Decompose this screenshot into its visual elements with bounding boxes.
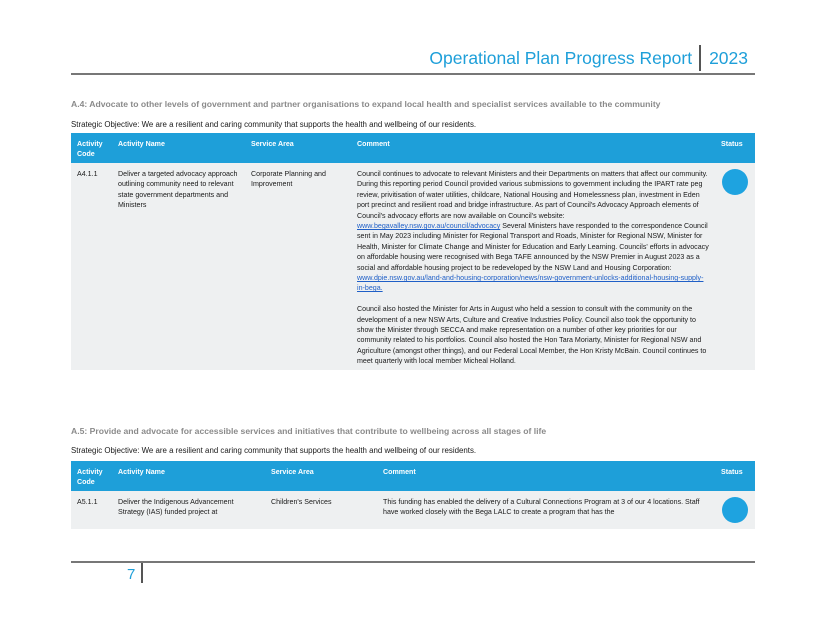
table-row [71,163,755,370]
report-header [429,45,748,71]
status-indicator-icon [722,169,748,195]
header-comment: Comment [351,133,715,163]
comment [351,163,715,370]
section-a4-heading: A.4: Advocate to other levels of government and partner organisations to expand local health and specialist services available to the community [71,99,661,109]
footer-divider [141,563,143,583]
comment: This funding has enabled the delivery of a Cultural Connections Program at 3 of our 4 locations. Staff have worked closely with the Bega LALC to create a program that has the [377,491,715,529]
header-status: Status [715,461,755,491]
section-a5-table [71,461,755,529]
header-service-area: Service Area [265,461,377,491]
table-header-row [71,133,755,163]
header-activity-name: Activity Name [112,461,265,491]
footer-rule [71,561,755,563]
activity-code: A5.1.1 [71,491,112,529]
activity-name: Deliver a targeted advocacy approach outlining community need to relevant state government departments and Ministers [112,163,245,370]
page-number: 7 [127,566,136,583]
header-comment: Comment [377,461,715,491]
header-activity-code: Activity Code [71,461,112,491]
activity-name: Deliver the Indigenous Advancement Strategy (IAS) funded project at [112,491,265,529]
paragraph-gap [357,294,709,304]
header-service-area: Service Area [245,133,351,163]
report-year: 2023 [709,47,748,68]
section-a4-strategic-objective: Strategic Objective: We are a resilient and caring community that supports the health and wellbeing of our residents. [71,120,477,129]
header-rule [71,73,755,75]
comment-body [357,169,709,294]
section-a4-table [71,133,755,370]
report-title: Operational Plan Progress Report [429,47,693,68]
header-status: Status [715,133,755,163]
housing-news-link[interactable]: www.dpie.nsw.gov.au/land-and-housing-corporation/news/nsw-government-unlocks-additional-housing-supply-in-bega. [357,274,704,293]
comment-text-part1: Council continues to advocate to relevant Ministers and their Departments on matters that affect our community. During this reporting period Council provided various submissions to government including the IPART rate peg review, privitisation of water utilities, childcare, National Housing and Homelessness plan, investment in Eden port precinct and resilient road and bridge infrastructure. As part of Council's Advocacy Approach elements of Council's advocacy efforts are now available on Council's website: [357,170,708,220]
status-cell [715,491,755,529]
service-area: Corporate Planning and Improvement [245,163,351,370]
table-header-row [71,461,755,491]
status-cell [715,163,755,370]
service-area: Children's Services [265,491,377,529]
header-activity-code: Activity Code [71,133,112,163]
section-a5-strategic-objective: Strategic Objective: We are a resilient and caring community that supports the health and wellbeing of our residents. [71,446,477,455]
comment-text-part3: Council also hosted the Minister for Arts in August who held a session to consult with the community on the development of a new NSW Arts, Culture and Creative Industries Policy. Council also took the opportunity to show the Minister through SECCA and make representation on a number of other key priorities for our community related to his portfolios. Council also hosted the Hon Tara Moriarty, Minister for Regional NSW and Agriculture (amongst other things), and our Federal Local Member, the Hon Kristy McBain. Council continues to meet quarterly with local member Micheal Holland. [357,305,707,366]
comment-text-part2: Several Ministers have responded to the correspondence Council sent in May 2023 including Minister for Regional Transport and Roads, Minister for Regional NSW, Minister for Health, Minister for Climate Change and Minister for Education and Early Learning. Councils' efforts in advocacy on affordable housing were recognised with Bega TAFE announced by the NSW Premier in August 2023 as a social and affordable housing project to be redeveloped by the NSW Land and Housing Corporation: [357,222,709,272]
header-activity-name: Activity Name [112,133,245,163]
advocacy-link[interactable]: www.begavalley.nsw.gov.au/council/advocacy [357,222,501,231]
activity-code: A4.1.1 [71,163,112,370]
status-indicator-icon [722,497,748,523]
table-row [71,491,755,529]
section-a5-heading: A.5: Provide and advocate for accessible services and initiatives that contribute to wellbeing across all stages of life [71,426,547,436]
